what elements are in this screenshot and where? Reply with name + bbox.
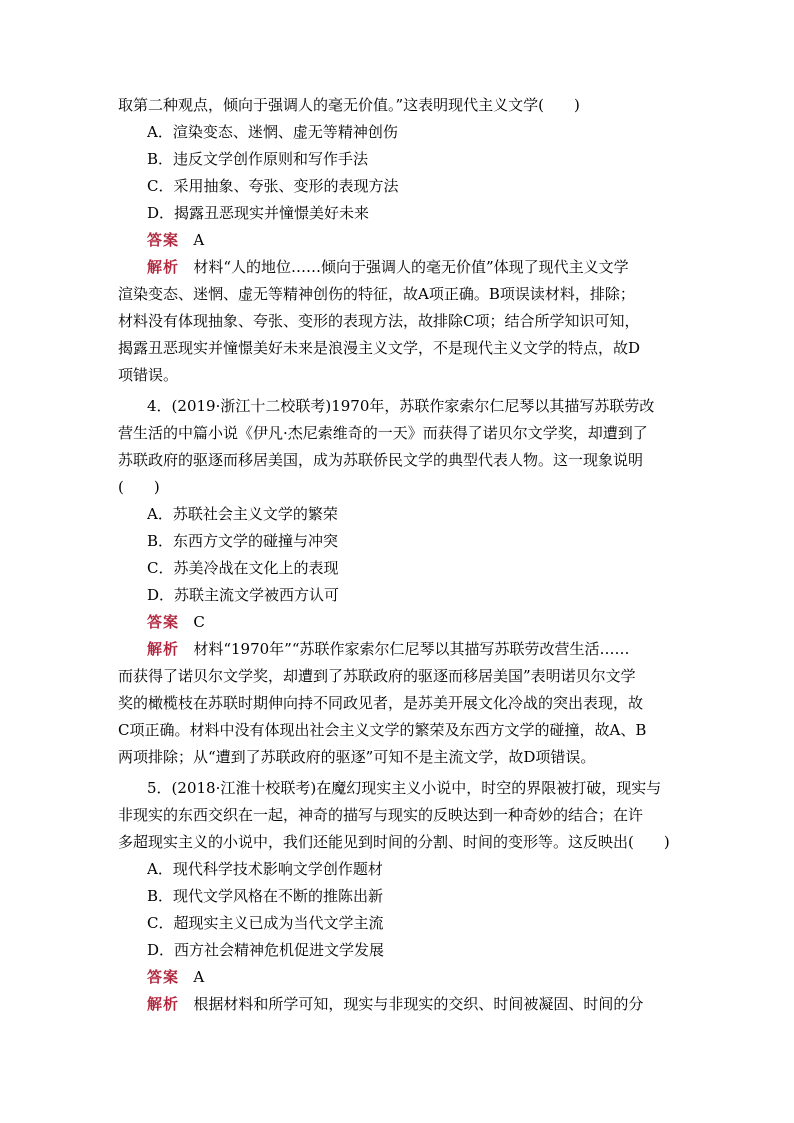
- q4-analysis-label: 解析: [147, 640, 180, 658]
- q4-analysis-line-5: 两项排除；从“遭到了苏联政府的驱逐”可知不是主流文学，故D项错误。: [118, 748, 596, 766]
- q4-analysis-line-3: 奖的橄榄枝在苏联时期伸向持不同政见者，是苏美开展文化冷战的突出表现，故: [118, 694, 644, 712]
- q4-option-c: C．苏美冷战在文化上的表现: [147, 559, 339, 577]
- q4-analysis-line-2: 而获得了诺贝尔文学奖，却遭到了苏联政府的驱逐而移居美国”表明诺贝尔文学: [118, 667, 636, 685]
- q5-analysis-first: [147, 994, 707, 1014]
- q4-analysis-first: [147, 639, 707, 659]
- q4-stem-line-1: 4．(2019·浙江十二校联考)1970年，苏联作家索尔仁尼琴以其描写苏联劳改: [147, 397, 655, 415]
- q5-option-b: B．现代文学风格在不断的推陈出新: [147, 887, 384, 905]
- q4-option-d: D．苏联主流文学被西方认可: [147, 586, 340, 604]
- q5-answer-label: 答案: [147, 968, 180, 986]
- q3-analysis-line-4: 揭露丑恶现实并憧憬美好未来是浪漫主义文学，不是现代主义文学的特点，故D: [118, 339, 641, 357]
- q5-answer-row: [147, 967, 707, 987]
- q4-stem-line-4: ( ): [118, 478, 160, 496]
- q4-answer-value: C: [193, 613, 205, 631]
- q5-analysis-line-1: 根据材料和所学可知，现实与非现实的交织、时间被凝固、时间的分: [193, 995, 644, 1013]
- q3-analysis-line-1: 材料“人的地位……倾向于强调人的毫无价值”体现了现代主义文学: [193, 258, 629, 276]
- q5-stem-line-2: 非现实的东西交织在一起，神奇的描写与现实的反映达到一种奇妙的结合；在许: [118, 806, 644, 824]
- q3-analysis-line-5: 项错误。: [118, 366, 179, 384]
- q3-answer-label: 答案: [147, 231, 180, 249]
- q4-option-b: B．东西方文学的碰撞与冲突: [147, 532, 339, 550]
- q3-option-d: D．揭露丑恶现实并憧憬美好未来: [147, 204, 370, 222]
- q5-stem-line-1: 5．(2018·江淮十校联考)在魔幻现实主义小说中，时空的界限被打破，现实与: [147, 779, 662, 797]
- q3-analysis-line-2: 渲染变态、迷惘、虚无等精神创伤的特征，故A项正确。B项误读材料，排除；: [118, 285, 635, 303]
- q3-analysis-line-3: 材料没有体现抽象、夸张、变形的表现方法，故排除C项；结合所学知识可知，: [118, 312, 640, 330]
- q4-analysis-line-1: 材料“1970年”“苏联作家索尔仁尼琴以其描写苏联劳改营生活……: [193, 640, 630, 658]
- q3-answer-row: [147, 230, 707, 250]
- q4-analysis-line-4: C项正确。材料中没有体现出社会主义文学的繁荣及东西方文学的碰撞，故A、B: [118, 721, 647, 739]
- q3-option-c: C．采用抽象、夸张、变形的表现方法: [147, 177, 399, 195]
- q4-stem-line-2: 营生活的中篇小说《伊凡·杰尼索维奇的一天》而获得了诺贝尔文学奖，却遭到了: [118, 424, 648, 442]
- q3-option-a: A．渲染变态、迷惘、虚无等精神创伤: [147, 123, 398, 141]
- q5-answer-value: A: [193, 968, 205, 986]
- q4-answer-label: 答案: [147, 613, 180, 631]
- q3-answer-value: A: [193, 231, 205, 249]
- q3-option-b: B．违反文学创作原则和写作手法: [147, 150, 369, 168]
- q5-analysis-label: 解析: [147, 995, 180, 1013]
- q3-stem-tail: 取第二种观点，倾向于强调人的毫无价值。”这表明现代主义文学( ): [118, 96, 580, 114]
- q5-option-d: D．西方社会精神危机促进文学发展: [147, 941, 385, 959]
- q5-option-c: C．超现实主义已成为当代文学主流: [147, 914, 384, 932]
- q3-analysis-first: [147, 257, 707, 277]
- q4-option-a: A．苏联社会主义文学的繁荣: [147, 505, 338, 523]
- q3-analysis-label: 解析: [147, 258, 180, 276]
- q4-stem-line-3: 苏联政府的驱逐而移居美国，成为苏联侨民文学的典型代表人物。这一现象说明: [118, 451, 644, 469]
- q5-stem-line-3: 多超现实主义的小说中，我们还能见到时间的分割、时间的变形等。这反映出( ): [118, 833, 670, 851]
- q4-answer-row: [147, 612, 707, 632]
- q5-option-a: A．现代科学技术影响文学创作题材: [147, 860, 383, 878]
